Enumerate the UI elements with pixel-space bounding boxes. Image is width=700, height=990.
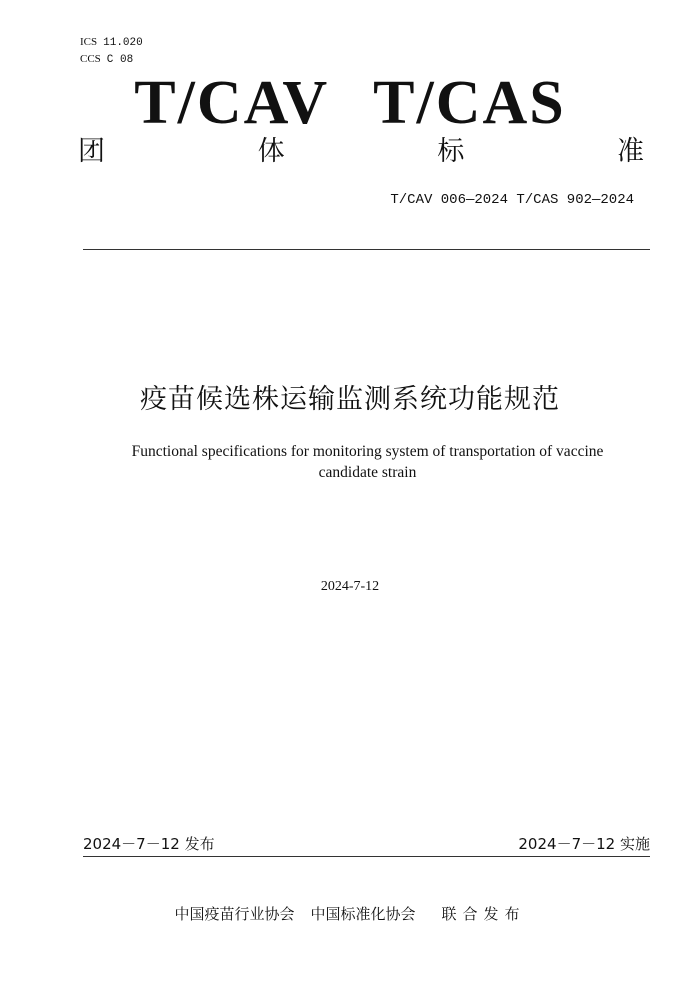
ccs-label: CCS — [80, 53, 101, 65]
publish-label: 发布 — [184, 835, 215, 853]
draft-date: 2024-7-12 — [320, 579, 380, 594]
ics-line — [80, 34, 143, 51]
title-english: Functional specifications for monitoring system of transportation of vaccine candidate strain — [131, 443, 604, 481]
issuer-org-2: 中国标准化协会 — [310, 905, 416, 923]
issuer-org-1: 中国疫苗行业协会 — [174, 905, 295, 923]
standard-type-char: 标 — [437, 136, 465, 167]
standard-type-char: 准 — [616, 136, 644, 167]
standard-logo — [0, 68, 700, 138]
ics-code: 11.020 — [103, 37, 143, 49]
joint-publish-label: 联合发布 — [441, 905, 526, 923]
logo-cas: T/CAS — [373, 69, 566, 137]
ccs-code: C 08 — [106, 54, 134, 66]
classification-codes — [80, 34, 143, 68]
standard-number: T/CAV 006—2024 T/CAS 902—2024 — [390, 192, 634, 208]
standard-type-char: 团 — [78, 136, 105, 167]
bottom-divider — [83, 856, 650, 857]
implement-date-value: 2024－7－12 — [518, 835, 616, 853]
ccs-line — [80, 51, 143, 68]
standard-type-char: 体 — [257, 136, 285, 167]
implement-date — [518, 834, 650, 854]
ics-label: ICS — [80, 36, 98, 48]
publish-date — [83, 834, 215, 854]
title-chinese: 疫苗候选株运输监测系统功能规范 — [140, 384, 560, 415]
publish-date-value: 2024－7－12 — [83, 835, 180, 853]
implement-label: 实施 — [619, 835, 650, 853]
standard-type — [78, 134, 644, 170]
issuing-organizations — [0, 903, 700, 925]
top-divider — [83, 249, 650, 250]
logo-cav: T/CAV — [134, 69, 330, 137]
